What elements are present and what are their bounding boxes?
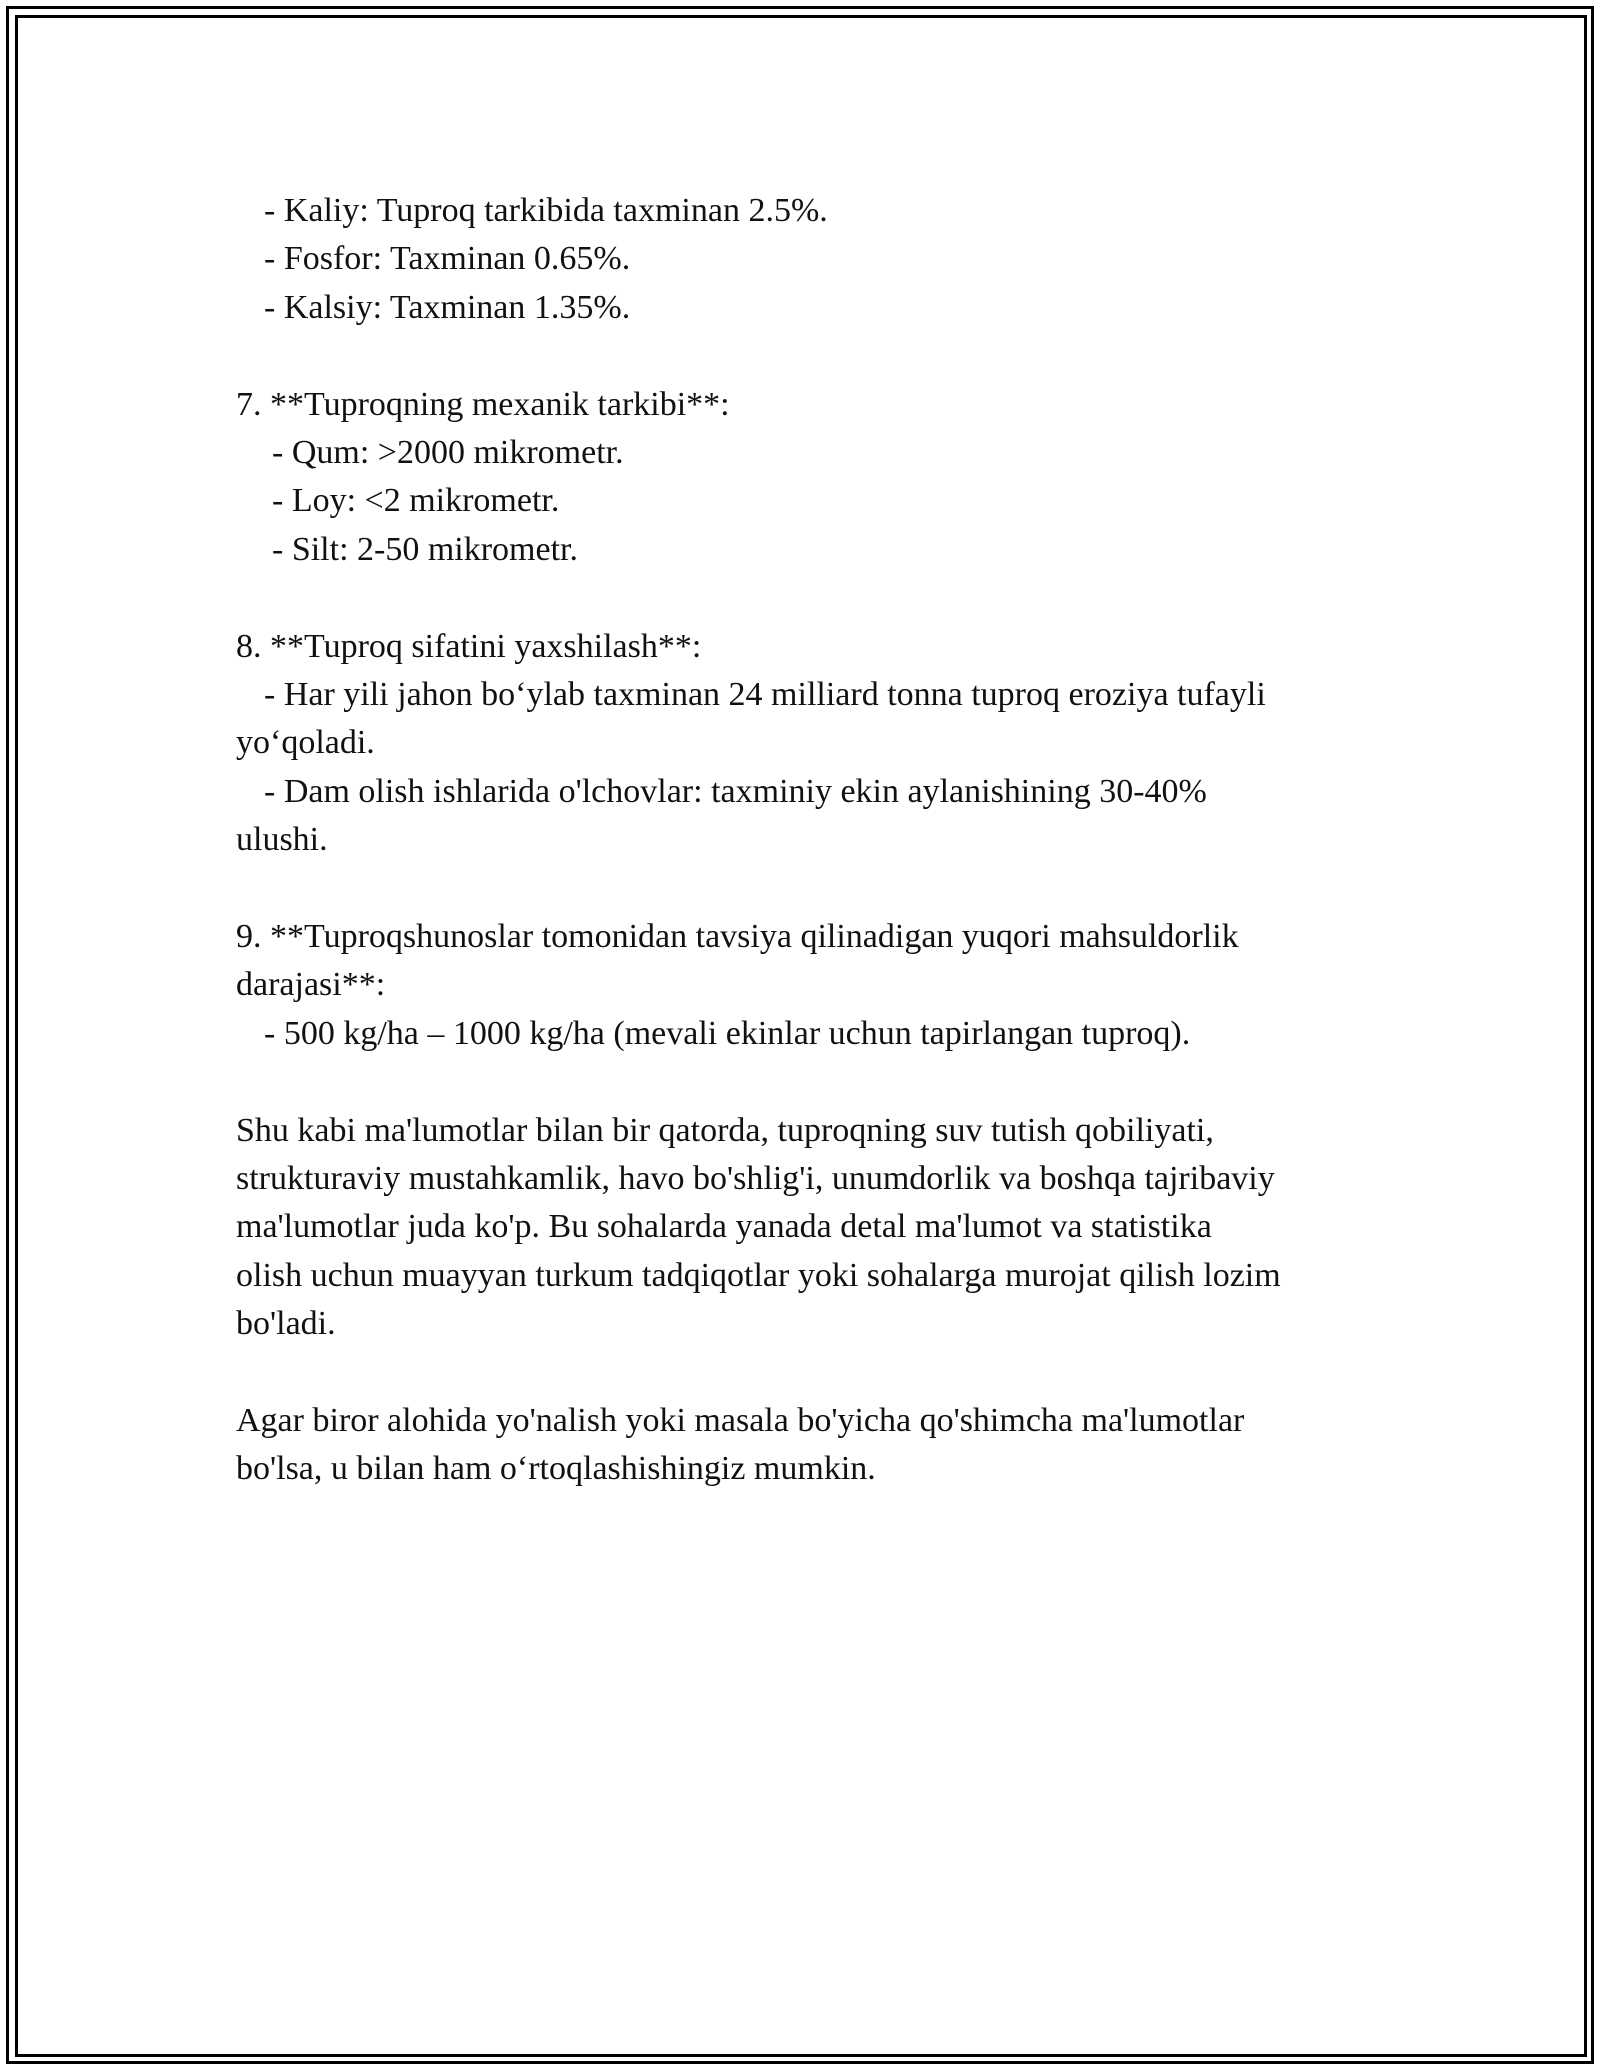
paragraph-line: Shu kabi ma'lumotlar bilan bir qatorda, tuproqning suv tutish qobiliyati, [236,1111,1214,1149]
spacer [236,1058,1376,1106]
spacer [236,865,1376,913]
list-item: - Fosfor: Taxminan 0.65%. [264,240,631,278]
paragraph-line: bo'lsa, u bilan ham o‘rtoqlashishingiz mumkin. [236,1450,876,1488]
list-item: - Har yili jahon bo‘ylab taxminan 24 milliard tonna tuproq eroziya tufayli [264,676,1266,714]
spacer [236,332,1376,380]
list-item: - Kaliy: Tuproq tarkibida taxminan 2.5%. [264,192,828,229]
list-item: - Kalsiy: Taxminan 1.35%. [264,288,631,326]
list-item: - Dam olish ishlarida o'lchovlar: taxminiy ekin aylanishining 30-40% [264,772,1207,810]
spacer [236,574,1376,622]
spacer [236,1349,1376,1397]
list-item: - Silt: 2-50 mikrometr. [272,530,578,568]
paragraph-line: Agar biror alohida yo'nalish yoki masala bo'yicha qo'shimcha ma'lumotlar [236,1402,1245,1440]
section-heading-7: 7. **Tuproqning mexanik tarkibi**: [236,385,730,423]
section-heading-8: 8. **Tuproq sifatini yaxshilash**: [236,627,702,665]
list-item-continuation: yo‘qoladi. [236,724,375,762]
list-item: - Loy: <2 mikrometr. [272,482,560,520]
list-item: - Qum: >2000 mikrometr. [272,434,624,472]
paragraph-line: ma'lumotlar juda ko'p. Bu sohalarda yanada detal ma'lumot va statistika [236,1208,1212,1246]
list-item-continuation: ulushi. [236,821,328,859]
paragraph-line: olish uchun muayyan turkum tadqiqotlar yoki sohalarga murojat qilish lozim [236,1256,1281,1294]
section-heading-9-continuation: darajasi**: [236,966,386,1004]
paragraph-line: bo'ladi. [236,1305,336,1343]
paragraph-line: strukturaviy mustahkamlik, havo bo'shlig'i, unumdorlik va boshqa tajribaviy [236,1160,1275,1198]
list-item: - 500 kg/ha – 1000 kg/ha (mevali ekinlar uchun tapirlangan tuproq). [264,1014,1191,1052]
section-heading-9: 9. **Tuproqshunoslar tomonidan tavsiya qilinadigan yuqori mahsuldorlik [236,918,1239,956]
document-body [236,187,1376,1494]
